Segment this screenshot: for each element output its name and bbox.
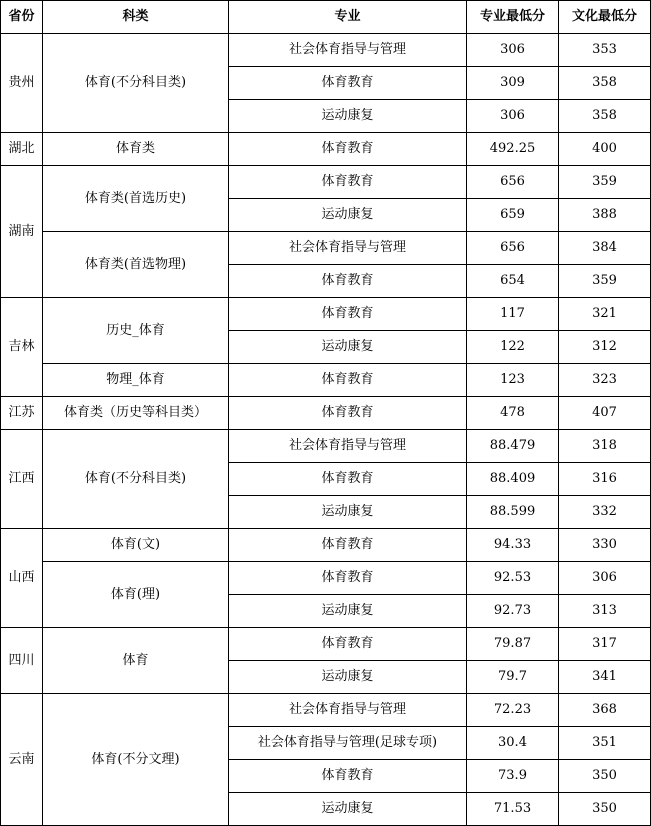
culture-min-cell: 313 — [559, 595, 651, 628]
province-cell: 江苏 — [1, 397, 43, 430]
culture-min-cell: 350 — [559, 793, 651, 826]
major-cell: 体育教育 — [229, 529, 467, 562]
major-min-cell: 94.33 — [467, 529, 559, 562]
province-cell: 云南 — [1, 694, 43, 826]
culture-min-cell: 368 — [559, 694, 651, 727]
major-cell: 运动康复 — [229, 331, 467, 364]
culture-min-cell: 351 — [559, 727, 651, 760]
category-cell: 历史_体育 — [43, 298, 229, 364]
culture-min-cell: 323 — [559, 364, 651, 397]
major-cell: 体育教育 — [229, 562, 467, 595]
province-cell: 江西 — [1, 430, 43, 529]
major-min-cell: 122 — [467, 331, 559, 364]
major-min-cell: 79.7 — [467, 661, 559, 694]
major-min-cell: 88.599 — [467, 496, 559, 529]
major-min-cell: 71.53 — [467, 793, 559, 826]
category-cell: 体育类 — [43, 133, 229, 166]
major-cell: 运动康复 — [229, 793, 467, 826]
category-cell: 体育(理) — [43, 562, 229, 628]
major-min-cell: 659 — [467, 199, 559, 232]
culture-min-cell: 350 — [559, 760, 651, 793]
major-min-cell: 478 — [467, 397, 559, 430]
major-cell: 社会体育指导与管理 — [229, 34, 467, 67]
culture-min-cell: 317 — [559, 628, 651, 661]
major-cell: 体育教育 — [229, 364, 467, 397]
major-cell: 体育教育 — [229, 265, 467, 298]
major-cell: 社会体育指导与管理 — [229, 232, 467, 265]
category-cell: 物理_体育 — [43, 364, 229, 397]
table-row — [1, 628, 651, 661]
culture-min-cell: 306 — [559, 562, 651, 595]
province-cell: 山西 — [1, 529, 43, 628]
header-row — [1, 1, 651, 34]
major-cell: 运动康复 — [229, 595, 467, 628]
culture-min-cell: 384 — [559, 232, 651, 265]
table-row — [1, 430, 651, 463]
major-cell: 体育教育 — [229, 397, 467, 430]
table-row — [1, 397, 651, 430]
culture-min-cell: 318 — [559, 430, 651, 463]
major-min-cell: 30.4 — [467, 727, 559, 760]
major-min-cell: 309 — [467, 67, 559, 100]
header-culture-min: 文化最低分 — [559, 1, 651, 34]
major-cell: 运动康复 — [229, 496, 467, 529]
major-min-cell: 72.23 — [467, 694, 559, 727]
major-cell: 社会体育指导与管理 — [229, 694, 467, 727]
culture-min-cell: 341 — [559, 661, 651, 694]
culture-min-cell: 407 — [559, 397, 651, 430]
category-cell: 体育(不分文理) — [43, 694, 229, 826]
province-cell: 吉林 — [1, 298, 43, 397]
table-row — [1, 298, 651, 331]
major-min-cell: 88.479 — [467, 430, 559, 463]
major-min-cell: 92.53 — [467, 562, 559, 595]
header-major-min: 专业最低分 — [467, 1, 559, 34]
category-cell: 体育(不分科目类) — [43, 430, 229, 529]
category-cell: 体育 — [43, 628, 229, 694]
major-cell: 体育教育 — [229, 760, 467, 793]
culture-min-cell: 316 — [559, 463, 651, 496]
header-category: 科类 — [43, 1, 229, 34]
culture-min-cell: 321 — [559, 298, 651, 331]
major-cell: 体育教育 — [229, 67, 467, 100]
culture-min-cell: 400 — [559, 133, 651, 166]
major-cell: 体育教育 — [229, 166, 467, 199]
major-min-cell: 92.73 — [467, 595, 559, 628]
province-cell: 贵州 — [1, 34, 43, 133]
table-row — [1, 694, 651, 727]
table-row — [1, 562, 651, 595]
table-row — [1, 166, 651, 199]
header-major: 专业 — [229, 1, 467, 34]
culture-min-cell: 388 — [559, 199, 651, 232]
major-min-cell: 123 — [467, 364, 559, 397]
province-cell: 湖南 — [1, 166, 43, 298]
major-min-cell: 656 — [467, 232, 559, 265]
major-cell: 体育教育 — [229, 463, 467, 496]
table-row — [1, 34, 651, 67]
major-cell: 社会体育指导与管理 — [229, 430, 467, 463]
major-min-cell: 73.9 — [467, 760, 559, 793]
major-cell: 体育教育 — [229, 628, 467, 661]
major-cell: 体育教育 — [229, 298, 467, 331]
major-min-cell: 654 — [467, 265, 559, 298]
major-cell: 社会体育指导与管理(足球专项) — [229, 727, 467, 760]
major-cell: 运动康复 — [229, 661, 467, 694]
category-cell: 体育(不分科目类) — [43, 34, 229, 133]
culture-min-cell: 330 — [559, 529, 651, 562]
culture-min-cell: 332 — [559, 496, 651, 529]
major-min-cell: 656 — [467, 166, 559, 199]
province-cell: 湖北 — [1, 133, 43, 166]
culture-min-cell: 358 — [559, 100, 651, 133]
major-cell: 运动康复 — [229, 199, 467, 232]
major-min-cell: 306 — [467, 100, 559, 133]
culture-min-cell: 359 — [559, 166, 651, 199]
culture-min-cell: 359 — [559, 265, 651, 298]
major-cell: 运动康复 — [229, 100, 467, 133]
culture-min-cell: 358 — [559, 67, 651, 100]
table-row — [1, 133, 651, 166]
major-min-cell: 306 — [467, 34, 559, 67]
category-cell: 体育类(首选历史) — [43, 166, 229, 232]
category-cell: 体育类(首选物理) — [43, 232, 229, 298]
category-cell: 体育类（历史等科目类） — [43, 397, 229, 430]
province-cell: 四川 — [1, 628, 43, 694]
major-min-cell: 79.87 — [467, 628, 559, 661]
category-cell: 体育(文) — [43, 529, 229, 562]
major-min-cell: 117 — [467, 298, 559, 331]
culture-min-cell: 312 — [559, 331, 651, 364]
major-min-cell: 492.25 — [467, 133, 559, 166]
culture-min-cell: 353 — [559, 34, 651, 67]
header-province: 省份 — [1, 1, 43, 34]
table-row — [1, 364, 651, 397]
major-cell: 体育教育 — [229, 133, 467, 166]
table-row — [1, 232, 651, 265]
major-min-cell: 88.409 — [467, 463, 559, 496]
table-row — [1, 529, 651, 562]
